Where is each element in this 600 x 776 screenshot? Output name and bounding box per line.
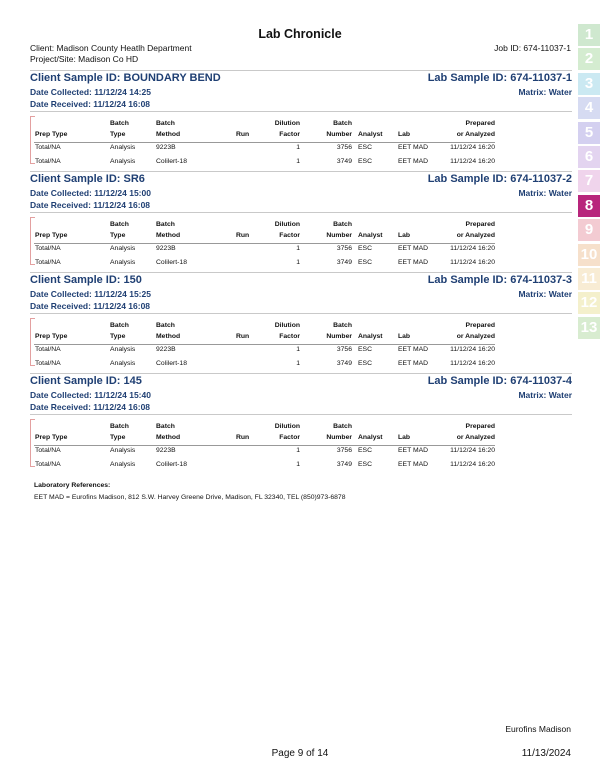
table-cell-batch-type: Analysis <box>110 461 136 468</box>
table-cell-dilution: 1 <box>296 144 300 151</box>
lab-sample-id: Lab Sample ID: 674-11037-3 <box>427 274 572 286</box>
client-sample-id: Client Sample ID: 150 <box>30 274 142 286</box>
column-header-batch-number: Number <box>326 232 352 239</box>
table-cell-method: 9223B <box>156 245 176 252</box>
section-divider <box>30 272 572 273</box>
table-cell-analyst: ESC <box>358 245 372 252</box>
date-collected: Date Collected: 11/12/24 15:40 <box>30 390 151 400</box>
section-tab-1[interactable]: 1 <box>578 24 600 46</box>
section-tab-12[interactable]: 12 <box>578 292 600 314</box>
column-header-batch-type: Type <box>110 434 126 441</box>
table-cell-batch-number: 3756 <box>336 346 352 353</box>
table-cell-lab: EET MAD <box>398 245 429 252</box>
column-header-run: Run <box>236 434 250 441</box>
table-cell-prep-type: Total/NA <box>35 158 61 165</box>
lab-references-title: Laboratory References: <box>34 482 111 489</box>
section-tab-5[interactable]: 5 <box>578 122 600 144</box>
column-header-dilution: Factor <box>279 333 300 340</box>
column-header-prepared: Prepared <box>465 423 495 430</box>
table-cell-batch-number: 3756 <box>336 447 352 454</box>
project-site: Project/Site: Madison Co HD <box>30 54 139 64</box>
section-divider <box>30 70 572 71</box>
column-header-prepared: or Analyzed <box>456 232 495 239</box>
column-header-prepared: or Analyzed <box>456 434 495 441</box>
table-bracket <box>30 116 35 164</box>
section-divider <box>30 373 572 374</box>
column-header-prepared: Prepared <box>465 221 495 228</box>
table-cell-batch-type: Analysis <box>110 144 136 151</box>
column-header-batch-number: Number <box>326 434 352 441</box>
matrix-label: Matrix: Water <box>518 87 572 97</box>
column-header-batch-method: Method <box>156 131 181 138</box>
table-cell-lab: EET MAD <box>398 447 429 454</box>
column-header-run: Run <box>236 232 250 239</box>
table-cell-batch-number: 3749 <box>336 360 352 367</box>
column-header-lab: Lab <box>398 232 411 239</box>
column-header-batch-type: Type <box>110 333 126 340</box>
column-header-prepared: Prepared <box>465 120 495 127</box>
column-header-batch-number: Batch <box>333 322 352 329</box>
column-header-batch-type: Type <box>110 131 126 138</box>
section-tab-8[interactable]: 8 <box>578 195 600 217</box>
table-cell-analyst: ESC <box>358 346 372 353</box>
sample-section <box>30 70 572 170</box>
table-cell-prepared: 11/12/24 16:20 <box>450 259 495 266</box>
column-header-prepared: Prepared <box>465 322 495 329</box>
table-cell-batch-type: Analysis <box>110 360 136 367</box>
table-cell-analyst: ESC <box>358 158 372 165</box>
table-bracket <box>30 217 35 265</box>
column-header-run: Run <box>236 131 250 138</box>
matrix-label: Matrix: Water <box>518 289 572 299</box>
column-header-dilution: Dilution <box>274 120 300 127</box>
table-cell-dilution: 1 <box>296 245 300 252</box>
client-sample-id: Client Sample ID: 145 <box>30 375 142 387</box>
section-tab-6[interactable]: 6 <box>578 146 600 168</box>
header-client-info <box>30 43 192 65</box>
table-cell-batch-number: 3749 <box>336 461 352 468</box>
table-cell-analyst: ESC <box>358 144 372 151</box>
table-bracket <box>30 318 35 366</box>
section-tab-13[interactable]: 13 <box>578 317 600 339</box>
column-header-lab: Lab <box>398 434 411 441</box>
column-header-batch-method: Batch <box>156 423 175 430</box>
table-cell-lab: EET MAD <box>398 158 429 165</box>
header-rule <box>34 344 495 345</box>
section-tab-10[interactable]: 10 <box>578 244 600 266</box>
header-rule <box>34 445 495 446</box>
column-header-dilution: Factor <box>279 232 300 239</box>
table-cell-dilution: 1 <box>296 158 300 165</box>
column-header-analyst: Analyst <box>358 131 383 138</box>
column-header-batch-type: Batch <box>110 120 129 127</box>
footer-company: Eurofins Madison <box>505 724 571 734</box>
table-cell-prepared: 11/12/24 16:20 <box>450 447 495 454</box>
column-header-analyst: Analyst <box>358 333 383 340</box>
table-cell-analyst: ESC <box>358 259 372 266</box>
section-tab-3[interactable]: 3 <box>578 73 600 95</box>
column-header-prep-type: Prep Type <box>35 434 68 441</box>
column-header-batch-type: Type <box>110 232 126 239</box>
table-cell-batch-type: Analysis <box>110 259 136 266</box>
column-header-batch-number: Batch <box>333 423 352 430</box>
table-cell-prepared: 11/12/24 16:20 <box>450 158 495 165</box>
table-cell-dilution: 1 <box>296 360 300 367</box>
lab-sample-id: Lab Sample ID: 674-11037-4 <box>427 375 572 387</box>
sample-section <box>30 171 572 271</box>
table-cell-dilution: 1 <box>296 259 300 266</box>
document-title: Lab Chronicle <box>258 27 342 41</box>
column-header-dilution: Factor <box>279 131 300 138</box>
column-header-prep-type: Prep Type <box>35 333 68 340</box>
header-rule <box>34 142 495 143</box>
job-id: Job ID: 674-11037-1 <box>494 43 571 53</box>
table-cell-batch-type: Analysis <box>110 245 136 252</box>
column-header-batch-type: Batch <box>110 322 129 329</box>
table-cell-prepared: 11/12/24 16:20 <box>450 461 495 468</box>
column-header-prepared: or Analyzed <box>456 131 495 138</box>
section-tab-4[interactable]: 4 <box>578 97 600 119</box>
table-cell-batch-number: 3756 <box>336 245 352 252</box>
column-header-batch-method: Method <box>156 333 181 340</box>
column-header-batch-method: Batch <box>156 322 175 329</box>
section-divider <box>30 171 572 172</box>
table-bracket <box>30 419 35 467</box>
table-cell-lab: EET MAD <box>398 461 429 468</box>
column-header-batch-method: Method <box>156 232 181 239</box>
column-header-batch-number: Number <box>326 333 352 340</box>
table-cell-batch-type: Analysis <box>110 346 136 353</box>
date-received: Date Received: 11/12/24 16:08 <box>30 99 151 109</box>
lab-sample-id: Lab Sample ID: 674-11037-1 <box>427 72 572 84</box>
table-cell-analyst: ESC <box>358 360 372 367</box>
column-header-batch-number: Number <box>326 131 352 138</box>
section-subdivider <box>30 414 572 415</box>
column-header-dilution: Factor <box>279 434 300 441</box>
client-sample-id: Client Sample ID: SR6 <box>30 173 145 185</box>
column-header-lab: Lab <box>398 131 411 138</box>
section-subdivider <box>30 212 572 213</box>
lab-sample-id: Lab Sample ID: 674-11037-2 <box>427 173 572 185</box>
table-cell-prep-type: Total/NA <box>35 447 61 454</box>
table-cell-prep-type: Total/NA <box>35 346 61 353</box>
date-received: Date Received: 11/12/24 16:08 <box>30 200 151 210</box>
table-cell-prep-type: Total/NA <box>35 259 61 266</box>
column-header-dilution: Dilution <box>274 423 300 430</box>
matrix-label: Matrix: Water <box>518 188 572 198</box>
column-header-batch-method: Batch <box>156 221 175 228</box>
table-cell-method: Colilert-18 <box>156 259 187 266</box>
table-cell-batch-number: 3749 <box>336 259 352 266</box>
matrix-label: Matrix: Water <box>518 390 572 400</box>
section-tab-11[interactable]: 11 <box>578 268 600 290</box>
table-cell-batch-number: 3756 <box>336 144 352 151</box>
table-cell-method: Colilert-18 <box>156 360 187 367</box>
column-header-prep-type: Prep Type <box>35 232 68 239</box>
header-rule <box>34 243 495 244</box>
column-header-batch-method: Batch <box>156 120 175 127</box>
section-subdivider <box>30 111 572 112</box>
column-header-prepared: or Analyzed <box>456 333 495 340</box>
column-header-run: Run <box>236 333 250 340</box>
table-cell-method: 9223B <box>156 144 176 151</box>
date-received: Date Received: 11/12/24 16:08 <box>30 301 151 311</box>
section-tab-2[interactable]: 2 <box>578 48 600 70</box>
table-cell-batch-type: Analysis <box>110 447 136 454</box>
table-cell-prep-type: Total/NA <box>35 461 61 468</box>
table-cell-dilution: 1 <box>296 346 300 353</box>
footer-page-number: Page 9 of 14 <box>271 748 329 759</box>
column-header-dilution: Dilution <box>274 322 300 329</box>
footer-date: 11/13/2024 <box>521 748 571 759</box>
column-header-lab: Lab <box>398 333 411 340</box>
table-cell-lab: EET MAD <box>398 346 429 353</box>
table-cell-batch-type: Analysis <box>110 158 136 165</box>
table-cell-prepared: 11/12/24 16:20 <box>450 360 495 367</box>
table-cell-method: Colilert-18 <box>156 158 187 165</box>
table-cell-prep-type: Total/NA <box>35 360 61 367</box>
column-header-batch-number: Batch <box>333 120 352 127</box>
table-cell-method: 9223B <box>156 346 176 353</box>
sample-section <box>30 373 572 473</box>
column-header-batch-type: Batch <box>110 423 129 430</box>
date-collected: Date Collected: 11/12/24 14:25 <box>30 87 151 97</box>
client-sample-id: Client Sample ID: BOUNDARY BEND <box>30 72 221 84</box>
table-cell-analyst: ESC <box>358 461 372 468</box>
lab-references-text: EET MAD = Eurofins Madison, 812 S.W. Harvey Greene Drive, Madison, FL 32340, TEL (850)973-6878 <box>34 494 346 501</box>
table-cell-prepared: 11/12/24 16:20 <box>450 245 495 252</box>
date-collected: Date Collected: 11/12/24 15:25 <box>30 289 151 299</box>
table-cell-prep-type: Total/NA <box>35 144 61 151</box>
column-header-prep-type: Prep Type <box>35 131 68 138</box>
section-tab-7[interactable]: 7 <box>578 170 600 192</box>
column-header-batch-type: Batch <box>110 221 129 228</box>
table-cell-lab: EET MAD <box>398 144 429 151</box>
table-cell-lab: EET MAD <box>398 360 429 367</box>
section-subdivider <box>30 313 572 314</box>
section-tab-9[interactable]: 9 <box>578 219 600 241</box>
column-header-analyst: Analyst <box>358 434 383 441</box>
table-cell-method: 9223B <box>156 447 176 454</box>
table-cell-prepared: 11/12/24 16:20 <box>450 144 495 151</box>
date-collected: Date Collected: 11/12/24 15:00 <box>30 188 151 198</box>
table-cell-batch-number: 3749 <box>336 158 352 165</box>
table-cell-dilution: 1 <box>296 461 300 468</box>
column-header-batch-method: Method <box>156 434 181 441</box>
column-header-batch-number: Batch <box>333 221 352 228</box>
table-cell-method: Colilert-18 <box>156 461 187 468</box>
date-received: Date Received: 11/12/24 16:08 <box>30 402 151 412</box>
sample-section <box>30 272 572 372</box>
table-cell-analyst: ESC <box>358 447 372 454</box>
client-name: Client: Madison County Heatlh Department <box>30 43 192 53</box>
table-cell-dilution: 1 <box>296 447 300 454</box>
table-cell-lab: EET MAD <box>398 259 429 266</box>
table-cell-prepared: 11/12/24 16:20 <box>450 346 495 353</box>
table-cell-prep-type: Total/NA <box>35 245 61 252</box>
column-header-dilution: Dilution <box>274 221 300 228</box>
column-header-analyst: Analyst <box>358 232 383 239</box>
